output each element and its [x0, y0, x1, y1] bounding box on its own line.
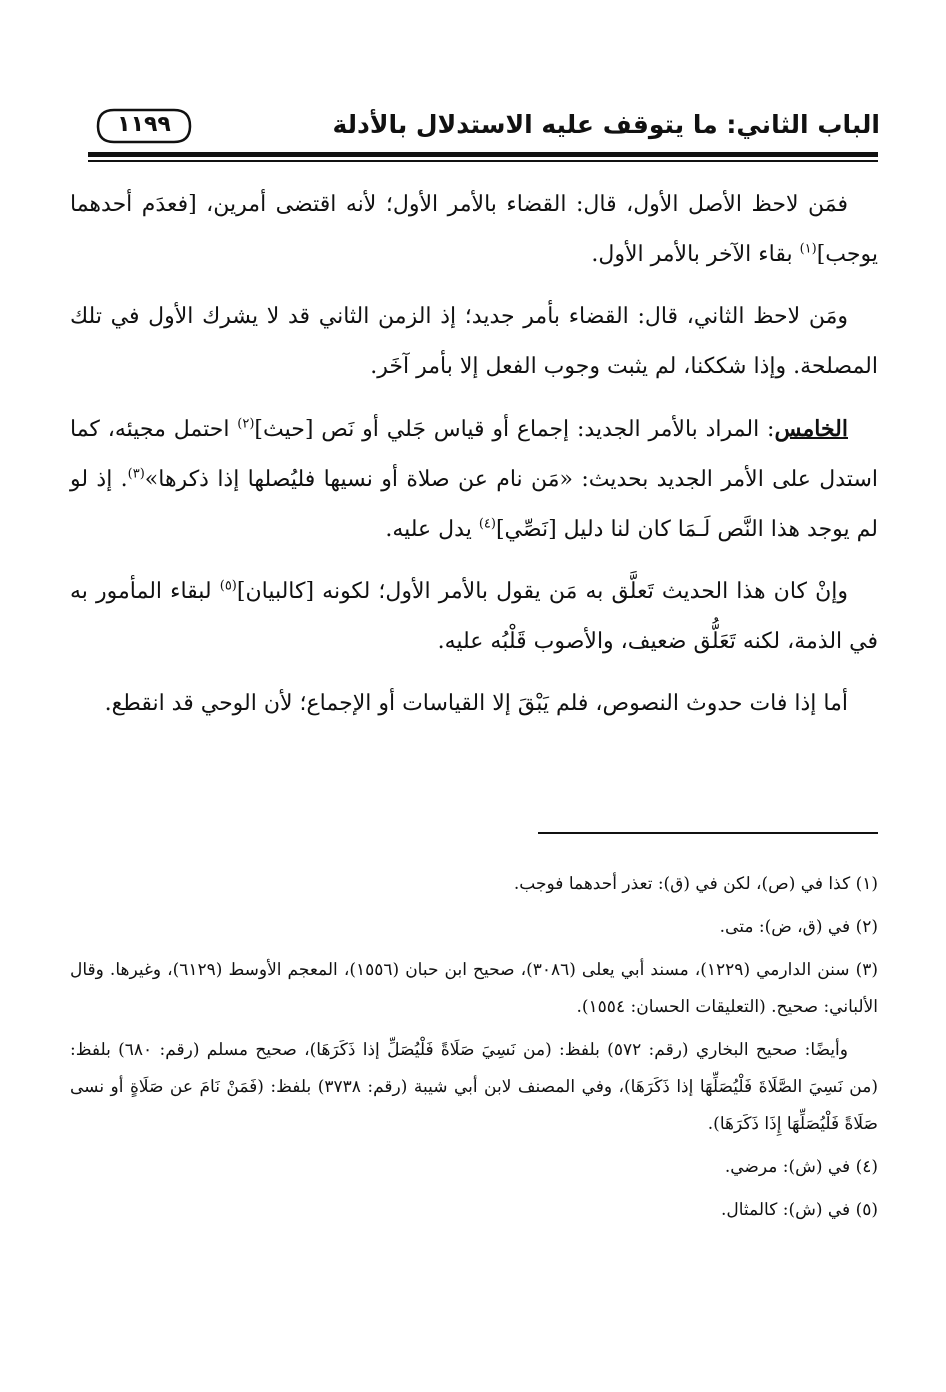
main-text — [70, 180, 878, 729]
footnote-ref: (٢) — [237, 416, 255, 432]
page-number: ١١٩٩ — [117, 112, 171, 137]
text-run: وإنْ كان هذا الحديث تَعلَّق به مَن يقول بالأمر الأول؛ لكونه [كالبيان] — [236, 579, 848, 604]
text-run: احتمل مجيئه، كما استدل على الأمر الجديد بحديث: «مَن نام عن صلاة أو نسيها فليُصلها إذا ذكرها» — [70, 417, 878, 492]
chapter-title: الباب الثاني: ما يتوقف عليه الاستدلال بالأدلة — [332, 110, 880, 139]
footnotes — [70, 866, 878, 1235]
paragraph: أما إذا فات حدوث النصوص، فلم يَبْقَ إلا القياسات أو الإجماع؛ لأن الوحي قد انقطع. — [104, 691, 848, 716]
footnote: (١) كذا في (ص)، لكن في (ق): تعذر أحدهما فوجب. — [513, 874, 878, 894]
header-rule-thin — [88, 160, 878, 162]
text-run: بقاء الآخر بالأمر الأول. — [591, 242, 800, 267]
footnote-separator — [538, 832, 878, 834]
footnote: (٤) في (ش): مرضي. — [724, 1157, 878, 1177]
paragraph — [70, 180, 878, 280]
paragraph — [70, 567, 878, 667]
text-run: . إذ لو لم يوجد هذا النَّص لَـمَا كان لنا دليل [نَصِّي] — [70, 467, 878, 542]
footnote-ref: (١) — [799, 241, 817, 257]
footnote: (٥) في (ش): كالمثال. — [720, 1200, 878, 1220]
footnote: (٣) سنن الدارمي (١٢٢٩)، مسند أبي يعلى (٣٠٨٦)، صحيح ابن حبان (١٥٥٦)، المعجم الأوسط (٦١٢٩)، وغيرها. وقال الألباني: صحيح. (التعليقات الحسان: ١٥٥٤). — [70, 960, 879, 1017]
paragraph — [70, 404, 878, 555]
footnote-continuation: وأيضًا: صحيح البخاري (رقم: ٥٧٢) بلفظ: (من نَسِيَ صَلَاةً فَلْيُصَلِّ إذا ذَكَرَهَا)، صحيح مسلم (رقم: ٦٨٠) بلفظ: (من نَسِيَ الصَّلَاةَ فَلْيُصَلِّهَا إذا ذَكَرَهَا)، وفي المصنف لابن أبي شيبة (رقم: ٣٧٣٨) بلفظ: (فَمَنْ نَامَ عن صَلَاةٍ أو نسى صَلَاةً فَلْيُصَلِّهَا إِذَا ذَكَرَهَا). — [70, 1040, 878, 1134]
text-run: : المراد بالأمر الجديد: إجماع أو قياس جَلي أو نَص [حيث] — [254, 417, 775, 442]
paragraph: ومَن لاحظ الثاني، قال: القضاء بأمر جديد؛ إذ الزمن الثاني قد لا يشرك الأول في تلك المصلحة. وإذا شككنا، لم يثبت وجوب الفعل إلا بأمر آخَر. — [70, 304, 878, 379]
header-rule — [88, 152, 878, 157]
text-run: فمَن لاحظ الأصل الأول، قال: القضاء بالأمر الأول؛ لأنه اقتضى أمرين، [فعدَم أحدهما يوجب] — [70, 192, 878, 267]
section-heading: الخامس — [774, 416, 848, 442]
footnote-ref: (٣) — [127, 466, 145, 482]
footnote-ref: (٤) — [478, 516, 496, 532]
page-number-badge — [96, 108, 192, 144]
text-run: يدل عليه. — [385, 517, 479, 542]
text-run: لبقاء المأمور به في الذمة، لكنه تَعَلُّق ضعيف، والأصوب قَلْبُه عليه. — [70, 579, 878, 654]
footnote: (٢) في (ق، ض): متى. — [719, 917, 878, 937]
footnote-ref: (٥) — [219, 578, 237, 594]
